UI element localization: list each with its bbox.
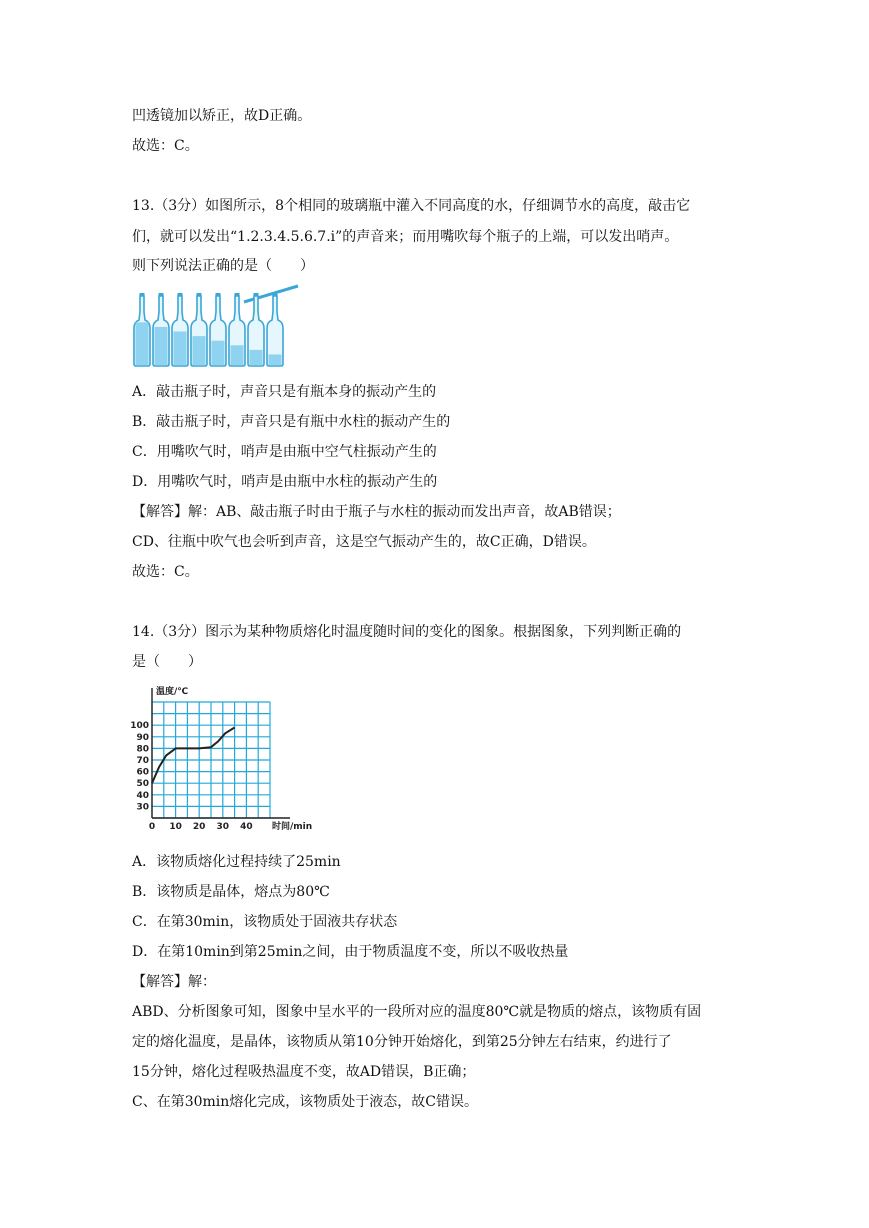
bottle-1 xyxy=(134,293,150,366)
y-axis-label: 温度/℃ xyxy=(156,687,189,697)
bottle-cap xyxy=(216,293,221,296)
bottle-6 xyxy=(229,293,245,366)
y-tick-label: 100 xyxy=(130,721,149,732)
q14-option-a: A．该物质熔化过程持续了25min xyxy=(132,854,341,870)
q14-stem-2: 是（ ） xyxy=(132,654,202,670)
q13-option-d: D．用嘴吹气时，哨声是由瓶中水柱的振动产生的 xyxy=(132,474,438,490)
q14-answer-4: C、在第30min熔化完成，该物质处于液态，故C错误。 xyxy=(132,1094,479,1110)
q13-stem-1: 13.（3分）如图所示，8个相同的玻璃瓶中灌入不同高度的水，仔细调节水的高度，敲击它 xyxy=(132,198,691,214)
bottle-water xyxy=(155,327,168,365)
bottle-water xyxy=(212,341,225,365)
bottle-4 xyxy=(191,293,207,366)
y-tick-label: 40 xyxy=(136,790,149,801)
line-prev-choice: 故选：C。 xyxy=(132,138,199,154)
bottle-cap xyxy=(140,293,145,296)
y-tick-label: 90 xyxy=(136,732,149,743)
q14-option-c: C．在第30min，该物质处于固液共存状态 xyxy=(132,914,398,930)
bottle-water xyxy=(136,322,149,365)
q14-answer-1: ABD、分析图象可知，图象中呈水平的一段所对应的温度80℃就是物质的熔点，该物质有固 xyxy=(132,1004,702,1020)
bottle-water xyxy=(193,336,206,365)
bottle-cap xyxy=(197,293,202,296)
q13-option-a: A．敲击瓶子时，声音只是有瓶本身的振动产生的 xyxy=(132,384,437,400)
bottle-3 xyxy=(172,293,188,366)
bottle-cap xyxy=(178,293,183,296)
q13-stem-3: 则下列说法正确的是（ ） xyxy=(132,258,314,274)
y-tick-label: 60 xyxy=(136,767,149,778)
y-tick-label: 50 xyxy=(136,779,149,790)
q14-answer-2: 定的熔化温度，是晶体，该物质从第10分钟开始熔化，到第25分钟左右结束，约进行了 xyxy=(132,1034,672,1050)
x-axis-label: 时间/min xyxy=(272,822,313,832)
striker-stick xyxy=(244,286,298,302)
bottle-cap xyxy=(254,293,259,296)
bottle-cap xyxy=(273,293,278,296)
bottle-2 xyxy=(153,293,169,366)
y-tick-label: 30 xyxy=(136,802,149,813)
q14-option-b: B．该物质是晶体，熔点为80℃ xyxy=(132,884,330,900)
q14-stem-1: 14.（3分）图示为某种物质熔化时温度随时间的变化的图象。根据图象，下列判断正确的 xyxy=(132,624,682,640)
line-prev-answer: 凹透镜加以矫正，故D正确。 xyxy=(132,108,312,124)
bottle-cap xyxy=(235,293,240,296)
bottle-water xyxy=(269,355,282,366)
x-tick-label: 0 xyxy=(148,822,156,832)
bottle-water xyxy=(231,345,244,365)
bottle-water xyxy=(250,350,263,365)
bottles-figure xyxy=(130,282,305,372)
q13-option-c: C．用嘴吹气时，哨声是由瓶中空气柱振动产生的 xyxy=(132,444,437,460)
q13-option-b: B．敲击瓶子时，声音只是有瓶中水柱的振动产生的 xyxy=(132,414,451,430)
bottle-7 xyxy=(248,293,264,366)
bottle-5 xyxy=(210,293,226,366)
bottle-8 xyxy=(267,293,283,366)
x-tick-label: 40 xyxy=(240,822,253,832)
melting-chart xyxy=(130,680,315,840)
q13-answer-1: 【解答】解：AB、敲击瓶子时由于瓶子与水柱的振动而发出声音，故AB错误； xyxy=(132,504,621,520)
x-tick-label: 10 xyxy=(169,822,182,832)
q14-answer-3: 15分钟，熔化过程吸热温度不变，故AD错误，B正确； xyxy=(132,1064,476,1080)
x-tick-label: 20 xyxy=(192,822,206,832)
bottle-water xyxy=(174,332,187,366)
q13-answer-3: 故选：C。 xyxy=(132,564,199,580)
y-tick-label: 80 xyxy=(136,744,149,755)
y-tick-label: 70 xyxy=(136,756,149,766)
q13-stem-2: 们，就可以发出“1.2.3.4.5.6.7.i”的声音来；而用嘴吹每个瓶子的上端，可以发出哨声。 xyxy=(132,229,679,245)
q14-option-d: D．在第10min到第25min之间，由于物质温度不变，所以不吸收热量 xyxy=(132,944,569,960)
q13-answer-2: CD、往瓶中吹气也会听到声音，这是空气振动产生的，故C正确，D错误。 xyxy=(132,534,596,550)
q14-answer-head: 【解答】解： xyxy=(132,974,216,990)
x-tick-label: 30 xyxy=(216,822,230,832)
bottle-cap xyxy=(159,293,164,296)
